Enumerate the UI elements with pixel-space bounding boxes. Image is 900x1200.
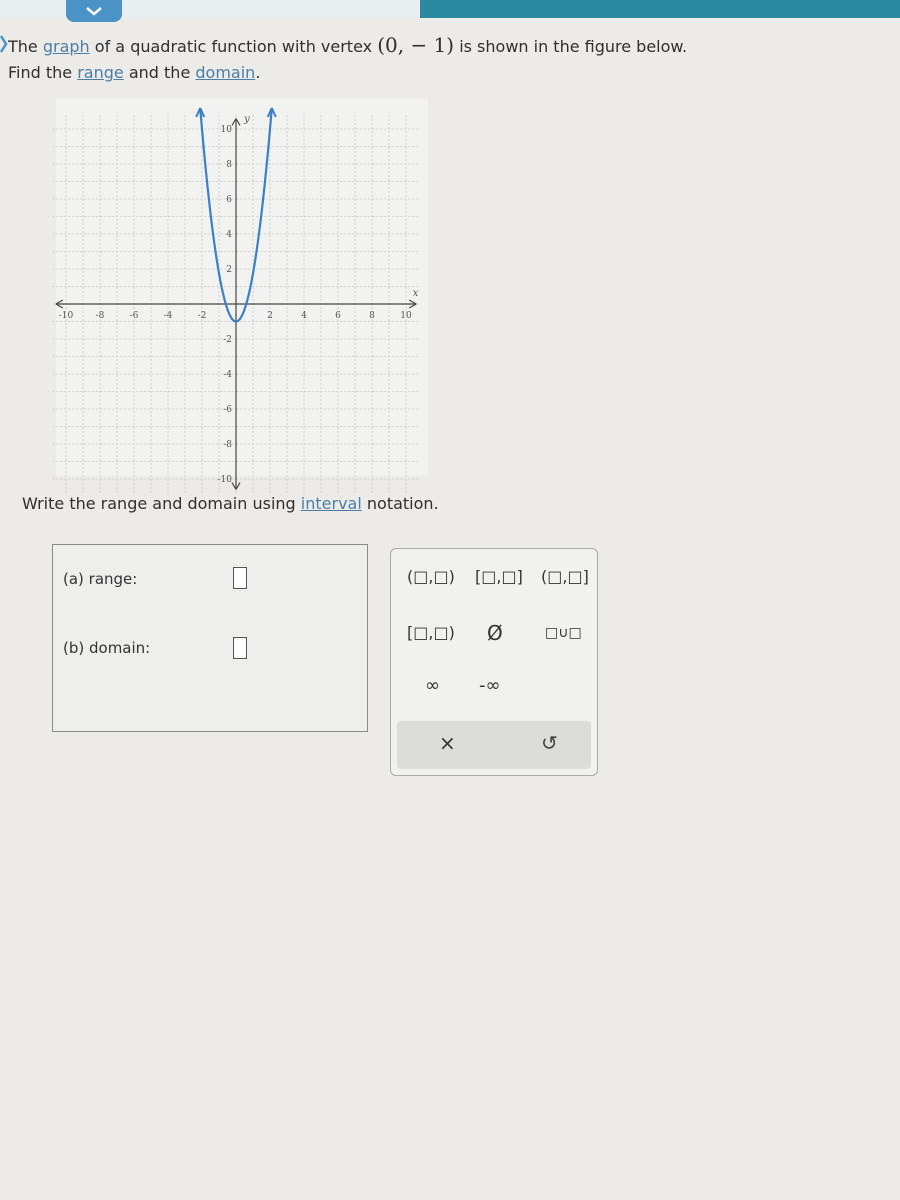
clear-icon[interactable]: × <box>439 731 456 755</box>
question-text-part: . <box>255 63 261 82</box>
y-tick-label: -10 <box>217 475 232 485</box>
y-tick-label: -4 <box>223 370 232 380</box>
undo-icon[interactable]: ↺ <box>541 731 558 755</box>
x-tick-label: 6 <box>335 311 341 321</box>
range-link[interactable]: range <box>77 63 124 82</box>
question-text <box>8 32 888 86</box>
open-closed-interval-button[interactable]: (□,□] <box>541 567 589 586</box>
x-tick-label: 10 <box>400 311 412 321</box>
instruction-text <box>22 494 439 513</box>
parabola-graph <box>56 98 428 485</box>
empty-set-button[interactable]: Ø <box>487 621 503 645</box>
x-tick-label: 8 <box>369 311 375 321</box>
x-tick-label: -4 <box>163 311 173 321</box>
x-tick-label: -10 <box>58 311 74 321</box>
x-axis-label: x <box>412 288 419 299</box>
y-tick-label: 10 <box>220 125 232 135</box>
top-bar-faded <box>0 0 420 18</box>
chevron-down-icon <box>84 5 104 17</box>
y-axis-label: y <box>244 114 250 125</box>
palette-actions <box>397 721 591 769</box>
interval-link[interactable]: interval <box>300 494 362 513</box>
closed-open-interval-button[interactable]: [□,□) <box>407 623 455 642</box>
y-tick-label: 4 <box>226 230 232 240</box>
negative-infinity-button[interactable]: -∞ <box>479 675 501 696</box>
domain-label: (b) domain: <box>63 639 151 657</box>
question-text-part: The <box>8 37 38 56</box>
graph-canvas <box>56 98 428 485</box>
answer-panel <box>52 544 368 732</box>
y-tick-label: 2 <box>226 265 232 275</box>
instruction-part: notation. <box>366 494 439 513</box>
y-tick-label: -6 <box>223 405 232 415</box>
y-tick-label: 6 <box>226 195 232 205</box>
question-text-part: Find the <box>8 63 73 82</box>
y-tick-label: -2 <box>223 335 232 345</box>
question-text-part: is shown in the figure below. <box>459 37 688 56</box>
y-tick-label: -8 <box>223 440 232 450</box>
collapse-tab[interactable] <box>66 0 122 22</box>
graph-link[interactable]: graph <box>42 37 90 56</box>
question-text-part: of a quadratic function with vertex <box>94 37 373 56</box>
range-label: (a) range: <box>63 570 138 588</box>
closed-closed-interval-button[interactable]: [□,□] <box>475 567 523 586</box>
x-tick-label: -6 <box>129 311 139 321</box>
open-open-interval-button[interactable]: (□,□) <box>407 567 455 586</box>
chevron-right-icon[interactable] <box>0 34 8 54</box>
x-tick-label: 2 <box>267 311 273 321</box>
domain-link[interactable]: domain <box>195 63 256 82</box>
interval-palette <box>390 548 598 776</box>
x-tick-label: -2 <box>197 311 207 321</box>
x-tick-label: 4 <box>301 311 307 321</box>
question-text-part: and the <box>128 63 191 82</box>
infinity-button[interactable]: ∞ <box>425 675 440 696</box>
vertex-value: (0, − 1) <box>377 33 455 57</box>
instruction-part: Write the range and domain using <box>22 494 296 513</box>
x-tick-label: -8 <box>95 311 105 321</box>
domain-input[interactable] <box>233 637 247 659</box>
union-button[interactable]: □∪□ <box>545 625 582 641</box>
range-input[interactable] <box>233 567 247 589</box>
y-tick-label: 8 <box>226 160 232 170</box>
